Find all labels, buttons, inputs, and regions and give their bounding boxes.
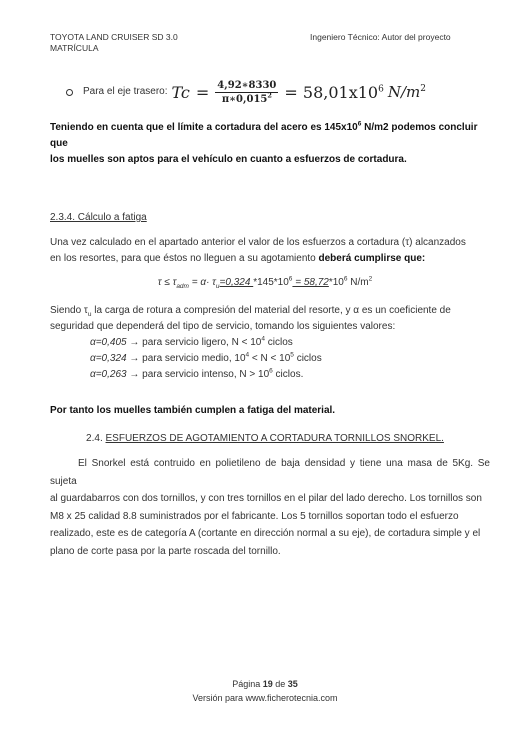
alpha-value-medium: α=0,324 → para servicio medio, $10^4 < N < 10^5$ ciclos [90,351,322,364]
page-number: Página 19 de 35 [232,679,298,689]
header-left [50,32,178,54]
alpha-value-light: α=0,405 → para servicio ligero, $N < 10^4$ ciclos [90,335,293,348]
section-title-snorkel: 2.4. ESFUERZOS DE AGOTAMIENTO A CORTADURA TORNILLOS SNORKEL. [86,433,444,444]
section-title-fatigue: 2.3.4. Cálculo a fatiga [50,212,147,223]
alpha-value-intense: α=0,263 → para servicio intenso, $N > 10^6$ ciclos. [90,367,304,380]
alpha-values-list [90,335,490,383]
bullet-icon [66,89,73,96]
formula-lhs: Tc [171,82,190,102]
header-vehicle: TOYOTA LAND CRUISER SD 3.0 [50,32,178,42]
formula-result: = $58,01x10^6$ [284,82,384,102]
formula-rear-axle: Para el eje trasero: Tc = $\frac{4,92∗8330}{\pi∗0,015^2}$ = $58,01x10^6$ $N/m^2$ [66,76,426,108]
formula-numerator: 4,92∗8330 [217,79,277,91]
formula-label: Para el eje trasero: [83,86,168,97]
snorkel-paragraph: El Snorkel está contruido en polietileno de baja densidad y tiene una masa de 5Kg. Se sujeta al guardabarros con dos tornillos, y con tres tornillos en el pilar del lado derecho. Los tornillos son M8 x 25 calidad 8.8 suministrados por el fabricante. Los 5 tornillos soportan todo el esfuerzo realizado, este es de categoría A (cortante en dirección normal a su eje), de cortadura simple y el plano de corte pasa por la parte roscada del tornillo. [50,458,490,557]
header-registration: MATRÍCULA [50,43,99,53]
shear-conclusion: Teniendo en cuenta que el límite a cortadura del acero es $145x10^6$ N/m2 podemos concluir que los muelles son aptos para el vehículo en cuanto a esfuerzos de cortadura. [50,120,478,165]
footer-version: Versión para www.ficherotecnia.com [192,693,338,703]
header-author: Ingeniero Técnico: Autor del proyecto [310,32,451,42]
fatigue-conclusion: Por tanto los muelles también cumplen a fatiga del material. [50,405,336,416]
fatigue-intro: Una vez calculado en el apartado anterior el valor de los esfuerzos a cortadura (τ) alcanzados en los resortes, para que éstos no lleguen a su agotamiento deberá cumplirse que: [50,237,466,264]
formula-unit: $N/m^2$ [387,83,426,101]
fatigue-formula: $\tau \le \tau_{adm} = \alpha\cdot \tau_u=0,324$ $*145*10^6 = 58,72*10^6$ $N/m^2$ [157,275,373,290]
fatigue-definition: Siendo $\tau_u$ la carga de rotura a compresión del material del resorte, y α es un coeficiente de seguridad que dependerá del tipo de servicio, tomando los siguientes valores: [50,305,451,332]
formula-fraction: $\frac{4,92∗8330}{\pi∗0,015^2}$ [217,79,277,105]
formula-denominator: π∗0,015 [221,93,268,105]
